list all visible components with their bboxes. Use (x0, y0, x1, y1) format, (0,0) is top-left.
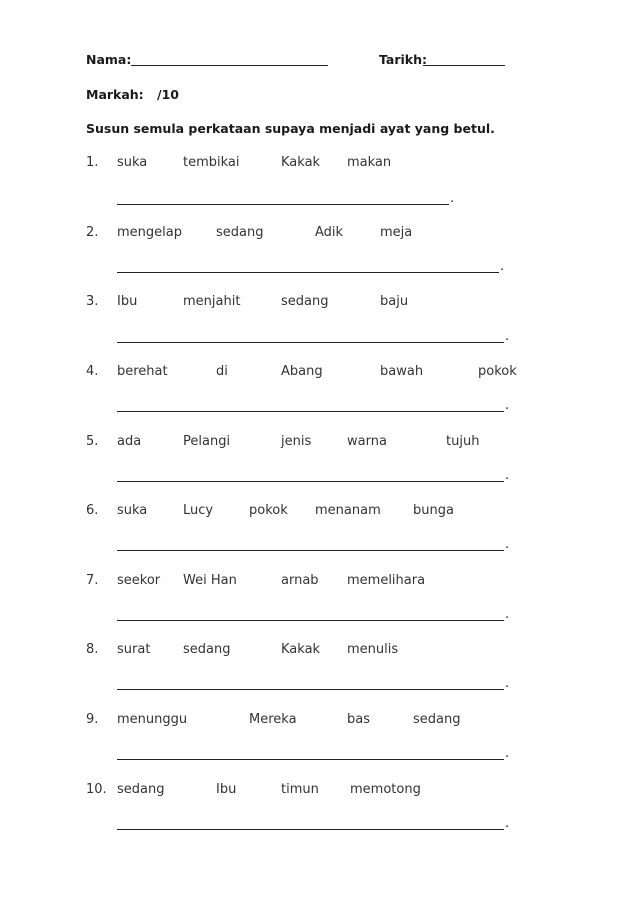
scrambled-word: Adik (315, 225, 344, 240)
date-label: Tarikh: (379, 52, 428, 67)
scrambled-word: memotong (350, 782, 421, 797)
scrambled-word: Kakak (281, 155, 321, 170)
question-number: 7. (86, 573, 99, 588)
name-field[interactable] (131, 65, 328, 66)
answer-line[interactable] (117, 204, 449, 205)
answer-period: . (505, 537, 510, 552)
answer-line[interactable] (117, 411, 504, 412)
scrambled-word: tembikai (183, 155, 240, 170)
scrambled-word: menanam (315, 503, 381, 518)
answer-period: . (500, 259, 505, 274)
scrambled-word: warna (347, 434, 387, 449)
scrambled-word: baju (380, 294, 409, 309)
answer-line[interactable] (117, 550, 504, 551)
date-field[interactable] (423, 65, 505, 66)
scrambled-word: makan (347, 155, 392, 170)
question-number: 9. (86, 712, 99, 727)
scrambled-word: Kakak (281, 642, 321, 657)
scrambled-word: suka (117, 155, 148, 170)
scrambled-word: Ibu (216, 782, 237, 797)
scrambled-word: suka (117, 503, 148, 518)
answer-line[interactable] (117, 829, 504, 830)
scrambled-word: Wei Han (183, 573, 237, 588)
scrambled-word: surat (117, 642, 151, 657)
scrambled-word: bas (347, 712, 370, 727)
question-number: 3. (86, 294, 99, 309)
scrambled-word: jenis (281, 434, 312, 449)
scrambled-word: sedang (216, 225, 264, 240)
scrambled-word: timun (281, 782, 319, 797)
question-number: 10. (86, 782, 107, 797)
question-number: 6. (86, 503, 99, 518)
question-number: 2. (86, 225, 99, 240)
scrambled-word: sedang (413, 712, 461, 727)
answer-period: . (505, 329, 510, 344)
scrambled-word: bunga (413, 503, 454, 518)
answer-line[interactable] (117, 342, 504, 343)
answer-period: . (505, 607, 510, 622)
question-number: 4. (86, 364, 99, 379)
scrambled-word: bawah (380, 364, 424, 379)
answer-period: . (505, 816, 510, 831)
answer-period: . (450, 191, 455, 206)
scrambled-word: sedang (183, 642, 231, 657)
scrambled-word: Pelangi (183, 434, 231, 449)
scrambled-word: di (216, 364, 228, 379)
question-number: 8. (86, 642, 99, 657)
scrambled-word: mengelap (117, 225, 182, 240)
scrambled-word: ada (117, 434, 142, 449)
scrambled-word: Lucy (183, 503, 214, 518)
instruction: Susun semula perkataan supaya menjadi ayat yang betul. (86, 121, 495, 136)
answer-line[interactable] (117, 481, 504, 482)
scrambled-word: Mereka (249, 712, 297, 727)
scrambled-word: seekor (117, 573, 161, 588)
question-number: 5. (86, 434, 99, 449)
scrambled-word: menunggu (117, 712, 188, 727)
answer-line[interactable] (117, 689, 504, 690)
score-value: /10 (157, 87, 179, 102)
scrambled-word: meja (380, 225, 413, 240)
scrambled-word: menulis (347, 642, 399, 657)
answer-period: . (505, 398, 510, 413)
scrambled-word: pokok (478, 364, 517, 379)
scrambled-word: sedang (281, 294, 329, 309)
question-number: 1. (86, 155, 99, 170)
answer-period: . (505, 676, 510, 691)
scrambled-word: pokok (249, 503, 288, 518)
answer-line[interactable] (117, 759, 504, 760)
answer-period: . (505, 468, 510, 483)
scrambled-word: Ibu (117, 294, 138, 309)
answer-line[interactable] (117, 272, 499, 273)
answer-period: . (505, 746, 510, 761)
scrambled-word: sedang (117, 782, 165, 797)
scrambled-word: tujuh (446, 434, 480, 449)
score-label: Markah: (86, 87, 144, 102)
scrambled-word: Abang (281, 364, 323, 379)
scrambled-word: berehat (117, 364, 168, 379)
scrambled-word: memelihara (347, 573, 426, 588)
name-label: Nama: (86, 52, 132, 67)
scrambled-word: arnab (281, 573, 319, 588)
scrambled-word: menjahit (183, 294, 241, 309)
answer-line[interactable] (117, 620, 504, 621)
